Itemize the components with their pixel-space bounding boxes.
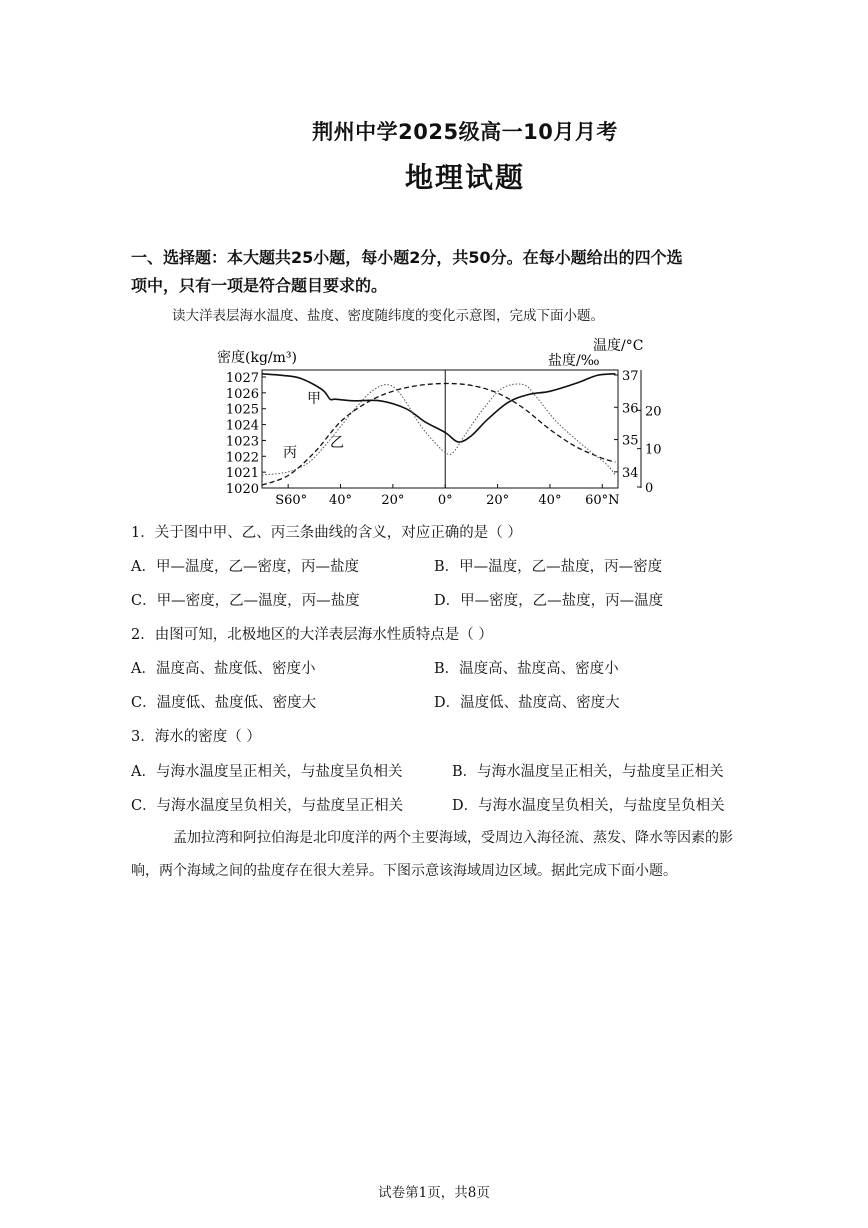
chart-intro: 读大洋表层海水温度、盐度、密度随纬度的变化示意图，完成下面小题。	[172, 308, 604, 324]
latitude-tick-label: 20°	[486, 493, 510, 508]
latitude-tick-label: S60°	[275, 493, 308, 508]
temperature-tick-label: 10	[645, 442, 662, 458]
q2-option-a[interactable]: A．温度高、盐度低、密度小	[131, 661, 316, 677]
salinity-tick-label: 36	[622, 401, 639, 417]
q1-option-c[interactable]: C．甲—密度，乙—温度，丙—盐度	[131, 593, 360, 609]
q3-option-b[interactable]: B．与海水温度呈正相关，与盐度呈正相关	[452, 764, 724, 780]
latitude-tick-label: 40°	[538, 493, 562, 508]
page-footer: 试卷第1页，共8页	[378, 1185, 490, 1201]
subject-title: 地理试题	[404, 161, 525, 194]
curve-label-jia: 甲	[307, 391, 321, 407]
latitude-tick-label: 60°N	[585, 493, 620, 508]
density-axis-label: 密度(kg/m³)	[217, 350, 297, 366]
ocean-properties-chart	[205, 330, 675, 515]
q3-option-c[interactable]: C．与海水温度呈负相关，与盐度呈正相关	[131, 798, 404, 814]
question-3-stem: 3．海水的密度（ ）	[131, 729, 261, 745]
q3-option-d[interactable]: D．与海水温度呈负相关，与盐度呈负相关	[452, 798, 725, 814]
temperature-tick-label: 20	[645, 404, 662, 420]
passage-intro: 孟加拉湾和阿拉伯海是北印度洋的两个主要海域，受周边入海径流、蒸发、降水等因素的影响，两个海域之间的盐度存在很大差异。下图示意该海域周边区域。据此完成下面小题。	[131, 830, 733, 879]
salinity-tick-label: 37	[622, 369, 639, 384]
curve-label-yi: 乙	[330, 435, 344, 451]
density-tick-label: 1023	[225, 434, 259, 450]
density-tick-label: 1027	[225, 371, 259, 386]
question-2-stem: 2．由图可知，北极地区的大洋表层海水性质特点是（ ）	[131, 627, 493, 643]
q2-option-b[interactable]: B．温度高、盐度高、密度小	[434, 661, 619, 677]
section-heading-line1: 一、选择题：本大题共25小题，每小题2分，共50分。在每小题给出的四个选	[131, 248, 683, 267]
salinity-axis-label: 盐度/‰	[548, 353, 600, 369]
q3-option-a[interactable]: A．与海水温度呈正相关，与盐度呈负相关	[131, 764, 403, 780]
q1-option-d[interactable]: D．甲—密度，乙—盐度，丙—温度	[434, 593, 664, 609]
q1-option-b[interactable]: B．甲—温度，乙—盐度，丙—密度	[434, 559, 663, 575]
q2-option-c[interactable]: C．温度低、盐度低、密度大	[131, 695, 317, 711]
density-tick-label: 1024	[225, 418, 259, 434]
density-tick-label: 1020	[225, 482, 259, 497]
density-tick-label: 1022	[225, 450, 259, 466]
latitude-tick-label: 20°	[381, 493, 405, 508]
salinity-tick-label: 35	[622, 433, 639, 449]
latitude-tick-label: 0°	[437, 493, 453, 508]
temperature-axis-label: 温度/°C	[593, 338, 644, 354]
q1-option-a[interactable]: A．甲—温度，乙—密度，丙—盐度	[131, 559, 359, 575]
density-tick-label: 1025	[225, 402, 259, 418]
section-heading-line2: 项中，只有一项是符合题目要求的。	[131, 276, 388, 295]
density-tick-label: 1021	[225, 466, 259, 482]
exam-title: 荆州中学2025级高一10月月考	[312, 120, 618, 144]
curve-label-bing: 丙	[283, 445, 297, 461]
question-1-stem: 1．关于图中甲、乙、丙三条曲线的含义，对应正确的是（ ）	[131, 525, 522, 541]
q2-option-d[interactable]: D．温度低、盐度高、密度大	[434, 695, 620, 711]
temperature-tick-label: 0	[645, 481, 654, 496]
density-tick-label: 1026	[225, 386, 259, 402]
salinity-tick-label: 34	[622, 465, 639, 481]
latitude-tick-label: 40°	[329, 493, 353, 508]
